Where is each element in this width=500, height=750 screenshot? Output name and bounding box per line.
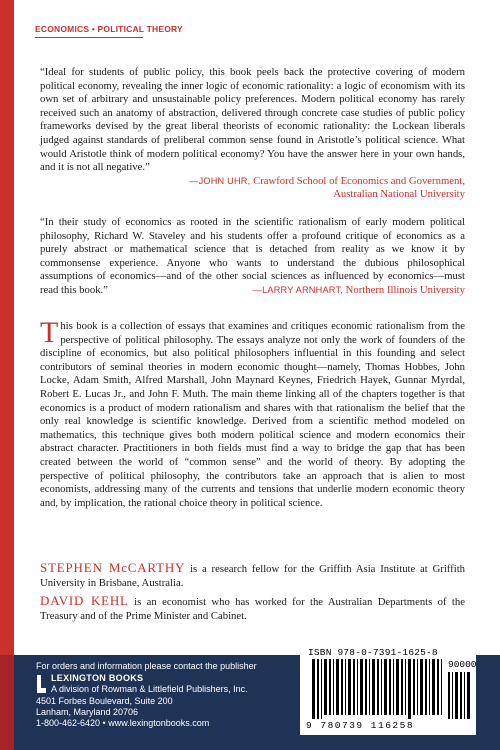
red-side-strip — [0, 0, 14, 655]
publisher-address-2: Lanham, Maryland 20706 — [36, 706, 139, 717]
endorsement-quote-2 — [40, 216, 465, 298]
publisher-block — [36, 673, 257, 695]
publisher-name: LEXINGTON BOOKS — [51, 673, 144, 684]
isbn-text: ISBN 978-0-7391-1625-8 — [308, 647, 438, 658]
barcode-addon-icon — [448, 672, 472, 719]
author-bio-2 — [40, 594, 465, 623]
description-text: his book is a collection of essays that examines and critiques economic rationalism from the perspective of political philosophy. The essays analyze not only the work of founders of the discipline of economics, but also political philosophers influential in this founding and select contributors of seminal theories in modern economic thought—namely, Thomas Hobbes, John Locke, Adam Smith, Alfred Marshall, John Maynard Keynes, Friedrich Hayek, Gunnar Myrdal, Robert E. Lucas Jr., and John F. Muth. The main theme linking all of the chapters together is that economics is a product of modern rationalism and shares with that rationalism the belief that the only real knowledge is scientific knowledge. Derived from a scientific method modeled on mathematics, this technique gives both modern political science and modern economics their abstract character. Practitioners in both fields must find a way to bridge the gap that has been created between the world of “common sense” and the world of theory. By adopting the perspective of political philosophy, the contributors take an approach that is alien to most economists, addressing many of the currents and tensions that underlie modern economic theory and, by implication, the rational choice theory in political science. — [40, 320, 465, 509]
quote-2-text: “In their study of economics as rooted in the scientific rationalism of early modern political philosophy, Richard W. Staveley and his students offer a profound critique of economics as a purely abstract or mathematical science that is detached from reality as we know it by commonsense experience. Anyone who wants to understand the dubious philosophical assumptions of economics—and of the other social sciences as influenced by economics—must read this book.” — [40, 216, 465, 296]
author-bio-text-2: is an economist who has worked for the Australian Departments of the Treasury and of the Prime Minister and Cabinet. — [40, 596, 465, 622]
quote-1-affiliation-2: Australian National University — [333, 188, 465, 201]
category-economics: ECONOMICS — [35, 24, 90, 34]
author-name-1: STEPHEN McCARTHY — [40, 560, 186, 575]
barcode-number: 9 780739 116258 — [306, 720, 415, 731]
publisher-contact: 1-800-462-6420 • www.lexingtonbooks.com — [36, 718, 210, 729]
quote-2-name: —LARRY ARNHART, — [252, 284, 343, 295]
lexington-logo-icon — [36, 674, 47, 694]
orders-line: For orders and information please contact the publisher — [36, 661, 257, 671]
red-side-strip-bottom — [0, 655, 14, 750]
publisher-info — [36, 661, 257, 729]
quote-1-text: “Ideal for students of public policy, this book peels back the protective covering of modern political economy, revealing the inner logic of economic rationality: a logic of economism with its own set of arbitrary and unsustainable policy preferences. Modern political economy has rarely received such an anatomy of abstraction, delivered through concrete case studies of public policy frameworks devised by the great liberal theorists of economic rationality: the Lockean liberals judged against standards of preliberal common sense found in Aristotle’s political science. What would Aristotle think of modern political economy? You have the answer here in your own hands, and it is not all negative.” — [40, 66, 465, 174]
category-rule — [35, 37, 143, 38]
category-separator: • — [91, 24, 95, 34]
quote-2-attribution — [253, 284, 465, 298]
barcode-icon — [312, 659, 442, 719]
price-code: 90000 — [448, 659, 477, 670]
author-bio-1 — [40, 561, 465, 590]
publisher-division: A division of Rowman & Littlefield Publishers, Inc. — [51, 684, 248, 695]
author-bio-text-1: is a research fellow for the Griffith Asia Institute at Griffith University in Brisbane, Australia. — [40, 563, 466, 589]
drop-cap: T — [40, 316, 59, 349]
quote-1-name: —JOHN UHR, — [189, 175, 251, 186]
book-description — [40, 316, 465, 510]
quote-2-affiliation: Northern Illinois University — [345, 283, 465, 296]
endorsement-quote-1 — [40, 66, 465, 202]
category-label — [35, 24, 183, 34]
category-political-theory: POLITICAL THEORY — [97, 24, 183, 34]
quote-1-affiliation-1: Crawford School of Economics and Government, — [253, 174, 465, 187]
quote-1-attribution — [40, 175, 465, 202]
author-name-2: DAVID KEHL — [40, 593, 129, 608]
barcode-panel — [300, 645, 476, 735]
publisher-address-1: 4501 Forbes Boulevard, Suite 200 — [36, 695, 173, 706]
